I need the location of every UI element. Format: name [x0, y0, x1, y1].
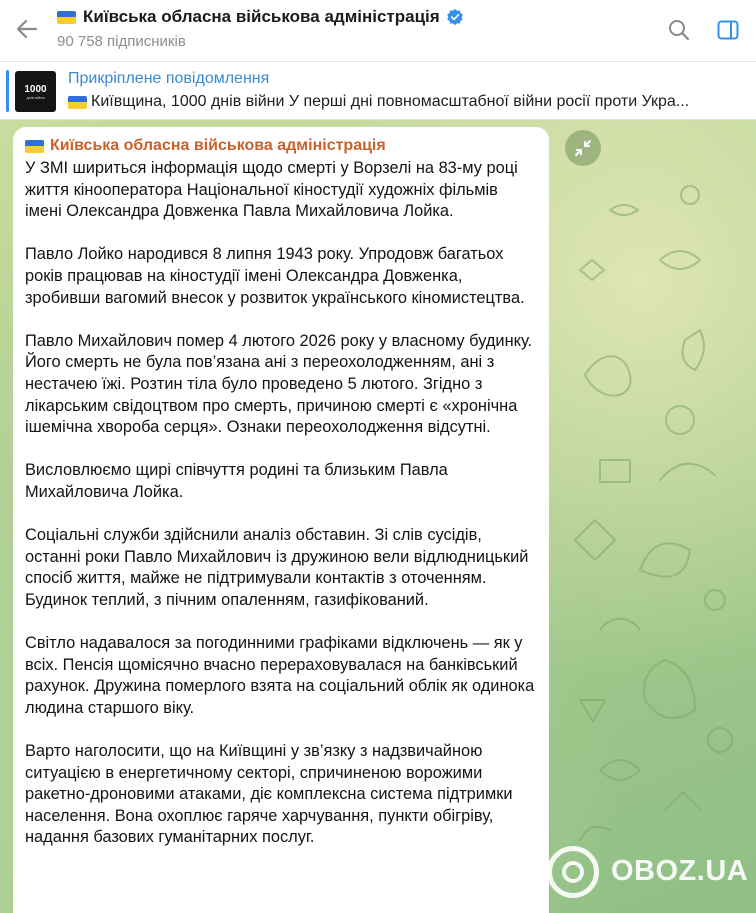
message-paragraph: У ЗМІ шириться інформація щодо смерті у Ворзелі на 83-му році життя кінооператора Національної кіностудії художніх фільмів імені Олександра Довженка Павла Михайловича Лойка. [25, 159, 518, 221]
sidebar-toggle-icon [716, 18, 740, 42]
collapse-button[interactable] [565, 130, 601, 166]
message-sender[interactable] [25, 136, 537, 156]
message-text [25, 158, 537, 849]
message-paragraph: Варто наголосити, що на Київщині у зв’язку з надзвичайною ситуацією в енергетичному секторі, спричиненою ворожими ракетно-дроновими атаками, діє комплексна система підтримки населення. Вона охоплює гаряче харчування, пункти обігріву, надання базових гуманітарних послуг. [25, 742, 513, 847]
verified-badge-icon [446, 8, 464, 26]
pinned-indicator [6, 70, 9, 112]
chat-area[interactable] [0, 120, 756, 913]
watermark [543, 830, 756, 913]
watermark-logo-icon [547, 846, 599, 898]
message-bubble[interactable] [13, 127, 549, 913]
pinned-thumbnail: 1000 днів війни [15, 71, 56, 112]
chat-header [0, 0, 756, 62]
sidebar-toggle-button[interactable] [712, 14, 744, 46]
search-button[interactable] [663, 14, 695, 46]
pinned-label: Прикріплене повідомлення [68, 70, 270, 87]
ukraine-flag-icon [25, 140, 44, 153]
pinned-preview [68, 93, 738, 111]
message-paragraph: Соціальні служби здійснили аналіз обставин. Зі слів сусідів, останні роки Павло Михайлович із дружиною вели відлюдницький спосіб життя, майже не підтримували контактів з оточенням. Будинок теплий, з пічним опаленням, газифікований. [25, 526, 529, 609]
back-button[interactable] [10, 14, 44, 44]
channel-title: Київська обласна військова адміністрація [83, 7, 440, 26]
message-paragraph: Павло Михайлович помер 4 лютого 2026 року у власному будинку. Його смерть не була пов’язана ані з переохолодженням, ані з нестачею їжі. Розтин тіла було проведено 5 лютого. Згідно з лікарським свідоцтвом про смерть, причиною смерті є «хронічна ішемічна хвороба серця». Ознаки переохолодження відсутні. [25, 331, 533, 437]
watermark-text: OBOZ.UA [611, 855, 749, 887]
sender-name: Київська обласна військова адміністрація [50, 137, 386, 154]
back-arrow-icon [16, 19, 38, 39]
ukraine-flag-icon [68, 96, 87, 109]
pinned-message-bar[interactable] [0, 62, 756, 120]
ukraine-flag-icon [57, 11, 76, 24]
message-paragraph: Світло надавалося за погодинними графіками відключень — як у всіх. Пенсія щомісячно вчасно перераховувалася на банківський рахунок. Дружина померлого взята на соціальний облік як одинока людина старшого віку. [25, 634, 535, 717]
collapse-arrows-icon [573, 138, 593, 158]
message-paragraph: Висловлюємо щирі співчуття родині та близьким Павла Михайловича Лойка. [25, 461, 448, 501]
subscriber-count: 90 758 підписників [57, 33, 186, 50]
channel-info[interactable] [57, 6, 464, 50]
search-icon [667, 18, 691, 42]
message-paragraph: Павло Лойко народився 8 липня 1943 року. Упродовж багатьох років працював на кіностудії імені Олександра Довженка, зробивши вагомий внесок у розвиток українського кіномистецтва. [25, 245, 525, 307]
pinned-preview-text: Київщина, 1000 днів війни У перші дні повномасштабної війни росії проти Укра... [91, 93, 690, 110]
